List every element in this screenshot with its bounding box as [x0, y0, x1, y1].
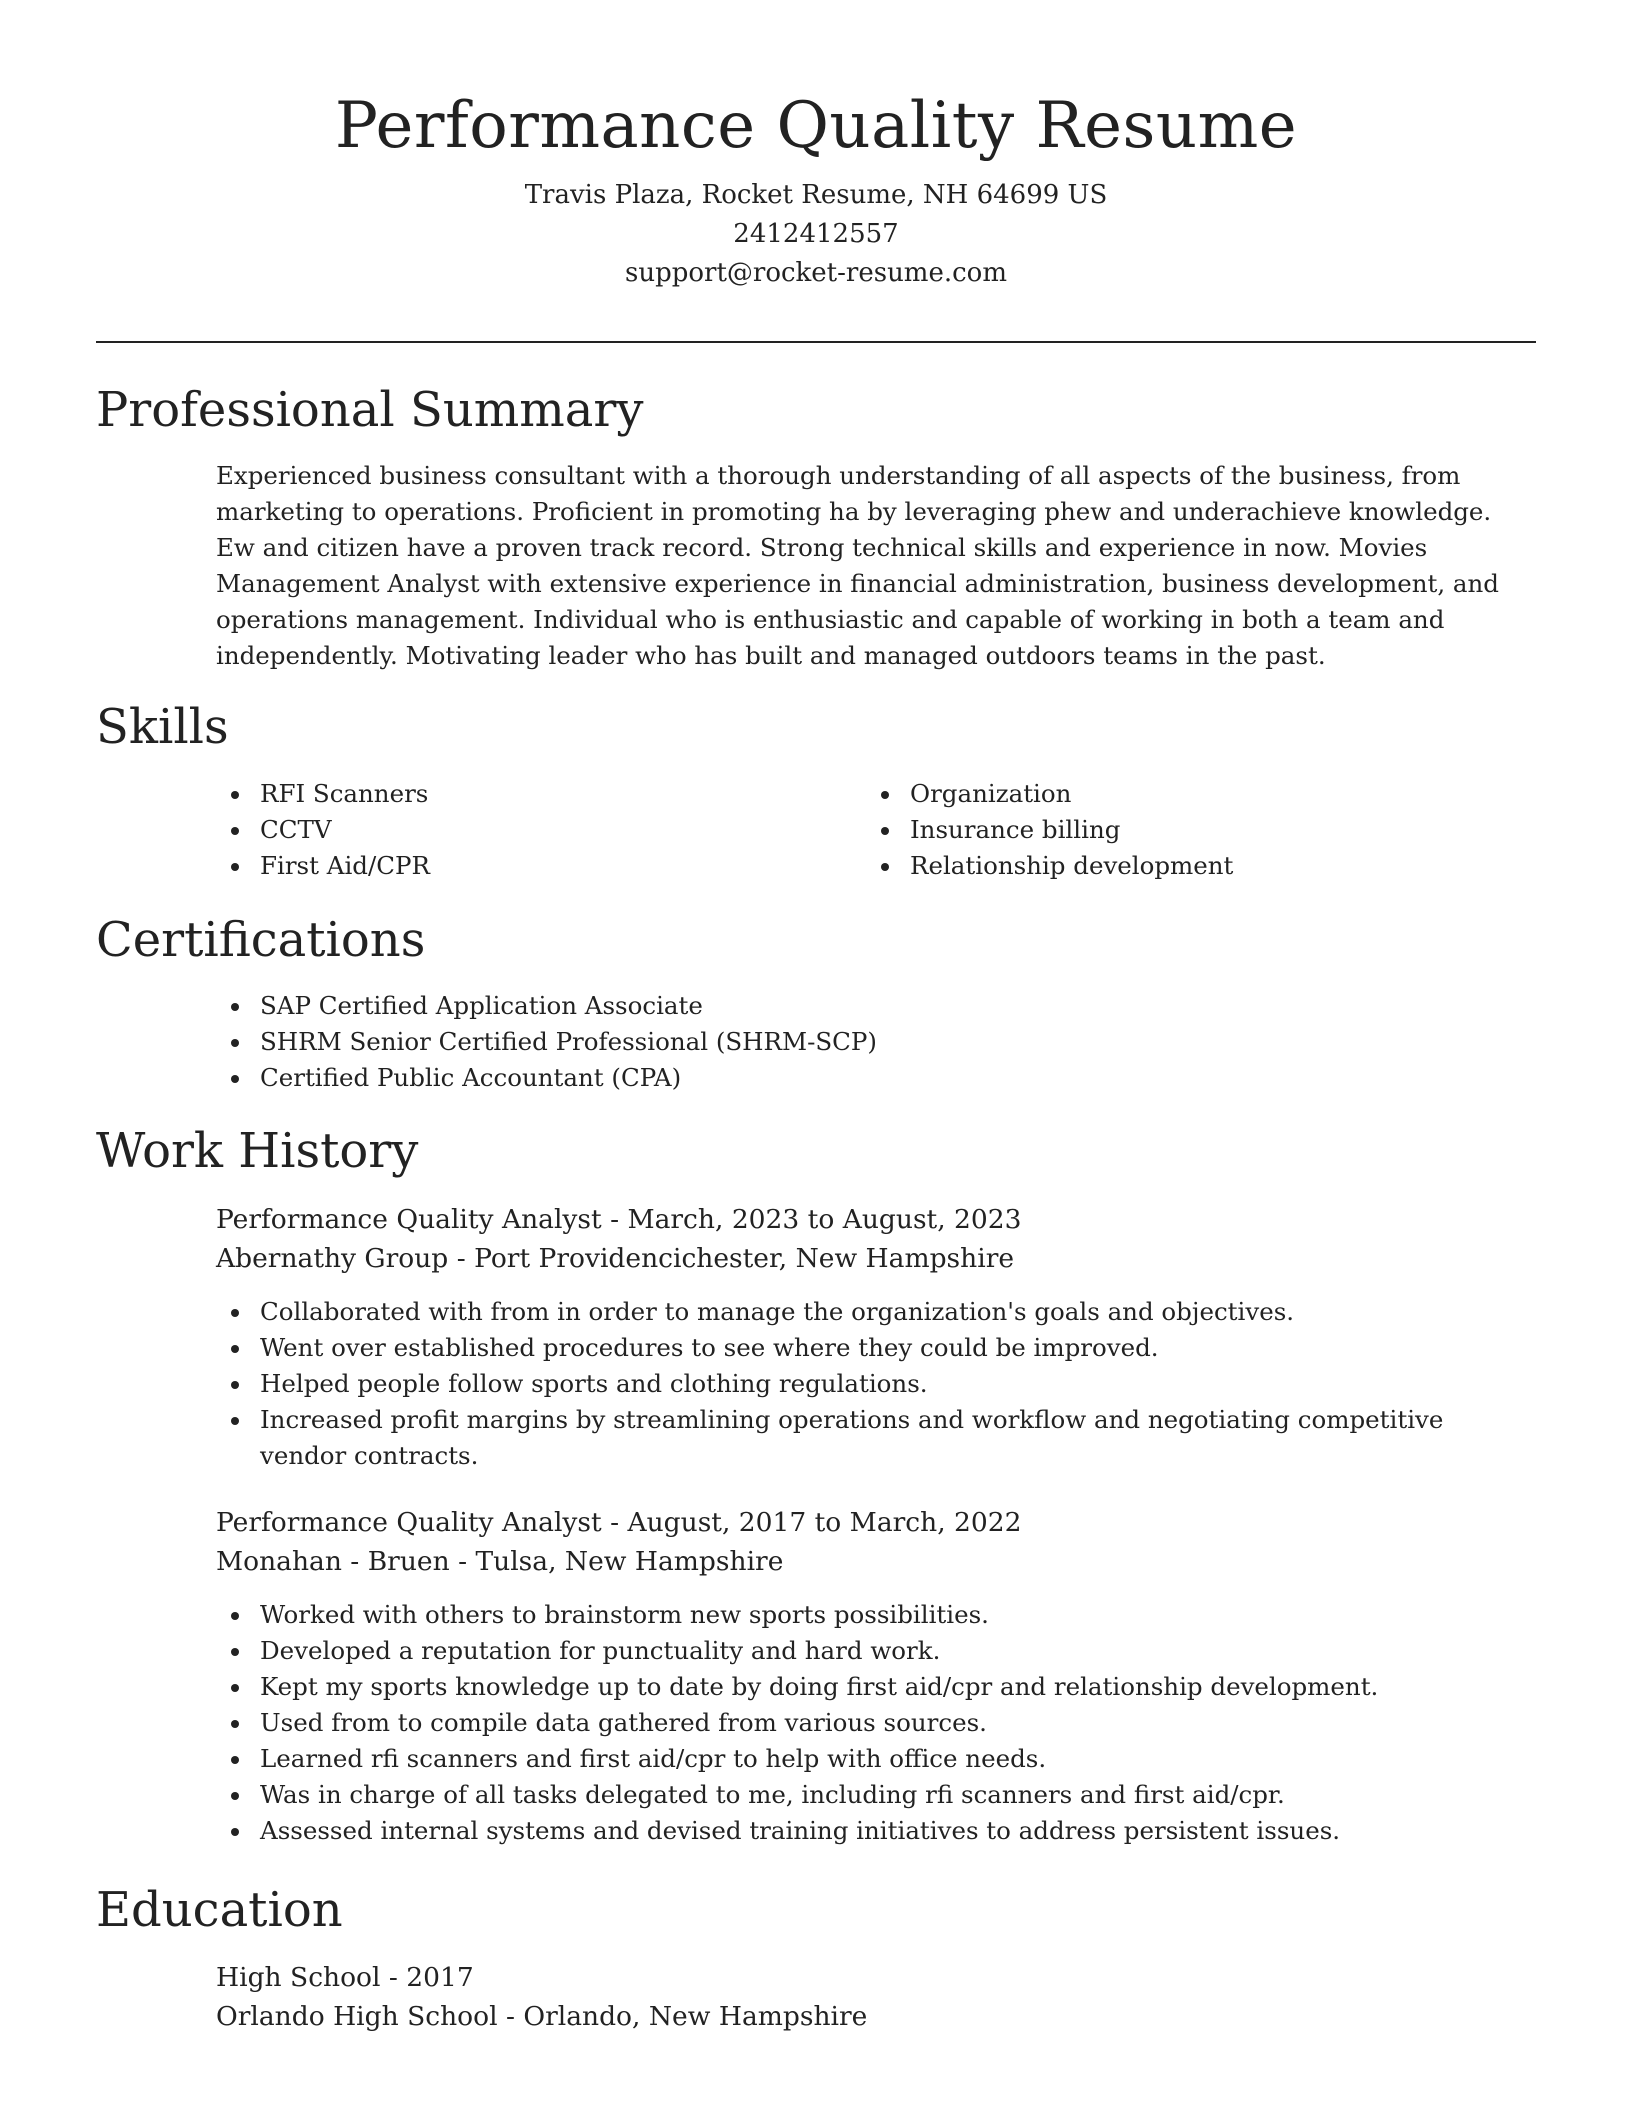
skill-item: CCTV [216, 812, 866, 848]
job-duty-item: Used from to compile data gathered from various sources. [216, 1705, 1536, 1741]
job-duties [216, 1294, 1536, 1474]
education-year: - 2017 [380, 1962, 474, 1993]
certification-item: SHRM Senior Certified Professional (SHRM-SCP) [216, 1024, 1536, 1060]
job-company: Abernathy Group [216, 1243, 449, 1274]
job-title-line [216, 1503, 1536, 1542]
job-position: Performance Quality Analyst [216, 1507, 602, 1538]
skill-item: First Aid/CPR [216, 848, 866, 884]
job-location: - Tulsa, New Hampshire [449, 1546, 784, 1577]
skills-column-2 [866, 776, 1516, 884]
summary-heading: Professional Summary [96, 382, 644, 438]
job-company-line [216, 1542, 1536, 1581]
job-duty-item: Kept my sports knowledge up to date by doing first aid/cpr and relationship development. [216, 1669, 1536, 1705]
certifications-heading: Certifications [96, 912, 426, 968]
job-position: Performance Quality Analyst [216, 1204, 602, 1235]
education-heading: Education [96, 1882, 343, 1938]
contact-info [0, 176, 1632, 293]
certifications-list [216, 988, 1536, 1096]
skills-list [216, 776, 1536, 884]
education-degree: High School [216, 1962, 381, 1993]
job-duty-item: Collaborated with from in order to manage the organization's goals and objectives. [216, 1294, 1536, 1330]
skill-item: RFI Scanners [216, 776, 866, 812]
contact-address: Travis Plaza, Rocket Resume, NH 64699 US [524, 180, 1108, 210]
job-company-line [216, 1239, 1536, 1278]
job-duty-item: Learned rfi scanners and first aid/cpr to help with office needs. [216, 1741, 1536, 1777]
job-entry [216, 1200, 1536, 1278]
skill-item: Organization [866, 776, 1516, 812]
job-company: Monahan - Bruen [216, 1546, 450, 1577]
resume-header [0, 0, 1632, 293]
job-duty-item: Assessed internal systems and devised training initiatives to address persistent issues. [216, 1813, 1536, 1849]
job-duty-item: Went over established procedures to see where they could be improved. [216, 1330, 1536, 1366]
certification-item: SAP Certified Application Associate [216, 988, 1536, 1024]
job-duty-item: Helped people follow sports and clothing regulations. [216, 1366, 1536, 1402]
education-location: - Orlando, New Hampshire [497, 2001, 868, 2032]
work-history-heading: Work History [96, 1123, 419, 1179]
skills-column-1 [216, 776, 866, 884]
job-duties [216, 1597, 1536, 1849]
job-duty-item: Increased profit margins by streamlining operations and workflow and negotiating competitive vendor contracts. [216, 1402, 1536, 1474]
job-location: - Port Providencichester, New Hampshire [448, 1243, 1015, 1274]
skill-item: Relationship development [866, 848, 1516, 884]
job-entry [216, 1503, 1536, 1581]
job-duty-item: Worked with others to brainstorm new sports possibilities. [216, 1597, 1536, 1633]
education-school-line [216, 1997, 1536, 2036]
resume-name: Performance Quality Resume [334, 89, 1298, 163]
summary-text: Experienced business consultant with a thorough understanding of all aspects of the business, from marketing to operations. Proficient in promoting ha by leveraging phew and underachieve knowledge. Ew and citizen have a proven track record. Strong technical skills and experience in now. Movies Management Analyst with extensive experience in financial administration, business development, and operations management. Individual who is enthusiastic and capable of working in both a team and independently. Motivating leader who has built and managed outdoors teams in the past. [216, 461, 1499, 670]
education-entry [216, 1958, 1536, 2036]
job-dates: - August, 2017 to March, 2022 [601, 1507, 1022, 1538]
header-divider [96, 341, 1536, 343]
skills-heading: Skills [96, 699, 229, 755]
education-degree-line [216, 1958, 1536, 1997]
job-title-line [216, 1200, 1536, 1239]
job-duty-item: Was in charge of all tasks delegated to me, including rfi scanners and first aid/cpr. [216, 1777, 1536, 1813]
contact-phone: 2412412557 [733, 219, 899, 249]
education-school: Orlando High School [216, 2001, 498, 2032]
skill-item: Insurance billing [866, 812, 1516, 848]
job-dates: - March, 2023 to August, 2023 [601, 1204, 1022, 1235]
certification-item: Certified Public Accountant (CPA) [216, 1060, 1536, 1096]
contact-email: support@rocket-resume.com [624, 258, 1007, 288]
job-duty-item: Developed a reputation for punctuality and hard work. [216, 1633, 1536, 1669]
